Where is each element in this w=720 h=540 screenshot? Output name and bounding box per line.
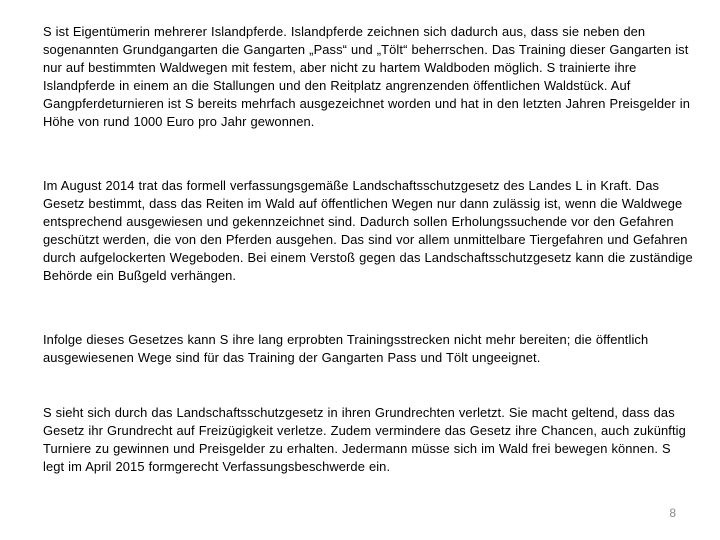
paragraph-facts-horses: S ist Eigentümerin mehrerer Islandpferde. Islandpferde zeichnen sich dadurch aus, dass sie neben den sogenannten Grundgangarten die Gangarten „Pass“ und „Tölt“ beherrschen. Das Training dieser Gangarten ist nur auf bestimmten Waldwegen mit festem, aber nicht zu hartem Waldboden möglich. S trainierte ihre Islandpferde in einem an die Stallungen und den Reitplatz angrenzenden öffentlichen Waldstück. Auf Gangpferdeturnieren ist S bereits mehrfach ausgezeichnet worden und hat in den letzten Jahren Preisgelder in Höhe von rund 1000 Euro pro Jahr gewonnen. — [43, 24, 691, 129]
paragraph-complaint: S sieht sich durch das Landschaftsschutzgesetz in ihren Grundrechten verletzt. Sie macht geltend, dass das Gesetz ihr Grundrecht auf Freizügigkeit verletze. Zudem vermindere das Gesetz ihre Chancen, auch zukünftig Turniere zu gewinnen und Preisgelder zu erhalten. Jedermann müsse sich im Wald frei bewegen können. S legt im April 2015 formgerecht Verfassungsbeschwerde ein. — [43, 405, 686, 474]
paragraph-law: Im August 2014 trat das formell verfassungsgemäße Landschaftsschutzgesetz des Landes L in Kraft. Das Gesetz bestimmt, dass das Reiten im Wald auf öffentlichen Wegen nur dann zulässig ist, wenn die Waldwege entsprechend ausgewiesen und gekennzeichnet sind. Dadurch sollen Erholungssuchende vor den Gefahren geschützt werden, die von den Pferden ausgehen. Das sind vor allem unmittelbare Tiergefahren und Gefahren durch aufgelockerten Wegeboden. Bei einem Verstoß gegen das Landschaftsschutzgesetz kann die zuständige Behörde ein Bußgeld verhängen. — [43, 178, 693, 283]
paragraph-consequence: Infolge dieses Gesetzes kann S ihre lang erprobten Trainingsstrecken nicht mehr bereiten; die öffentlich ausgewiesenen Wege sind für das Training der Gangarten Pass und Tölt ungeeignet. — [43, 332, 649, 365]
page-number: 8 — [669, 506, 676, 520]
